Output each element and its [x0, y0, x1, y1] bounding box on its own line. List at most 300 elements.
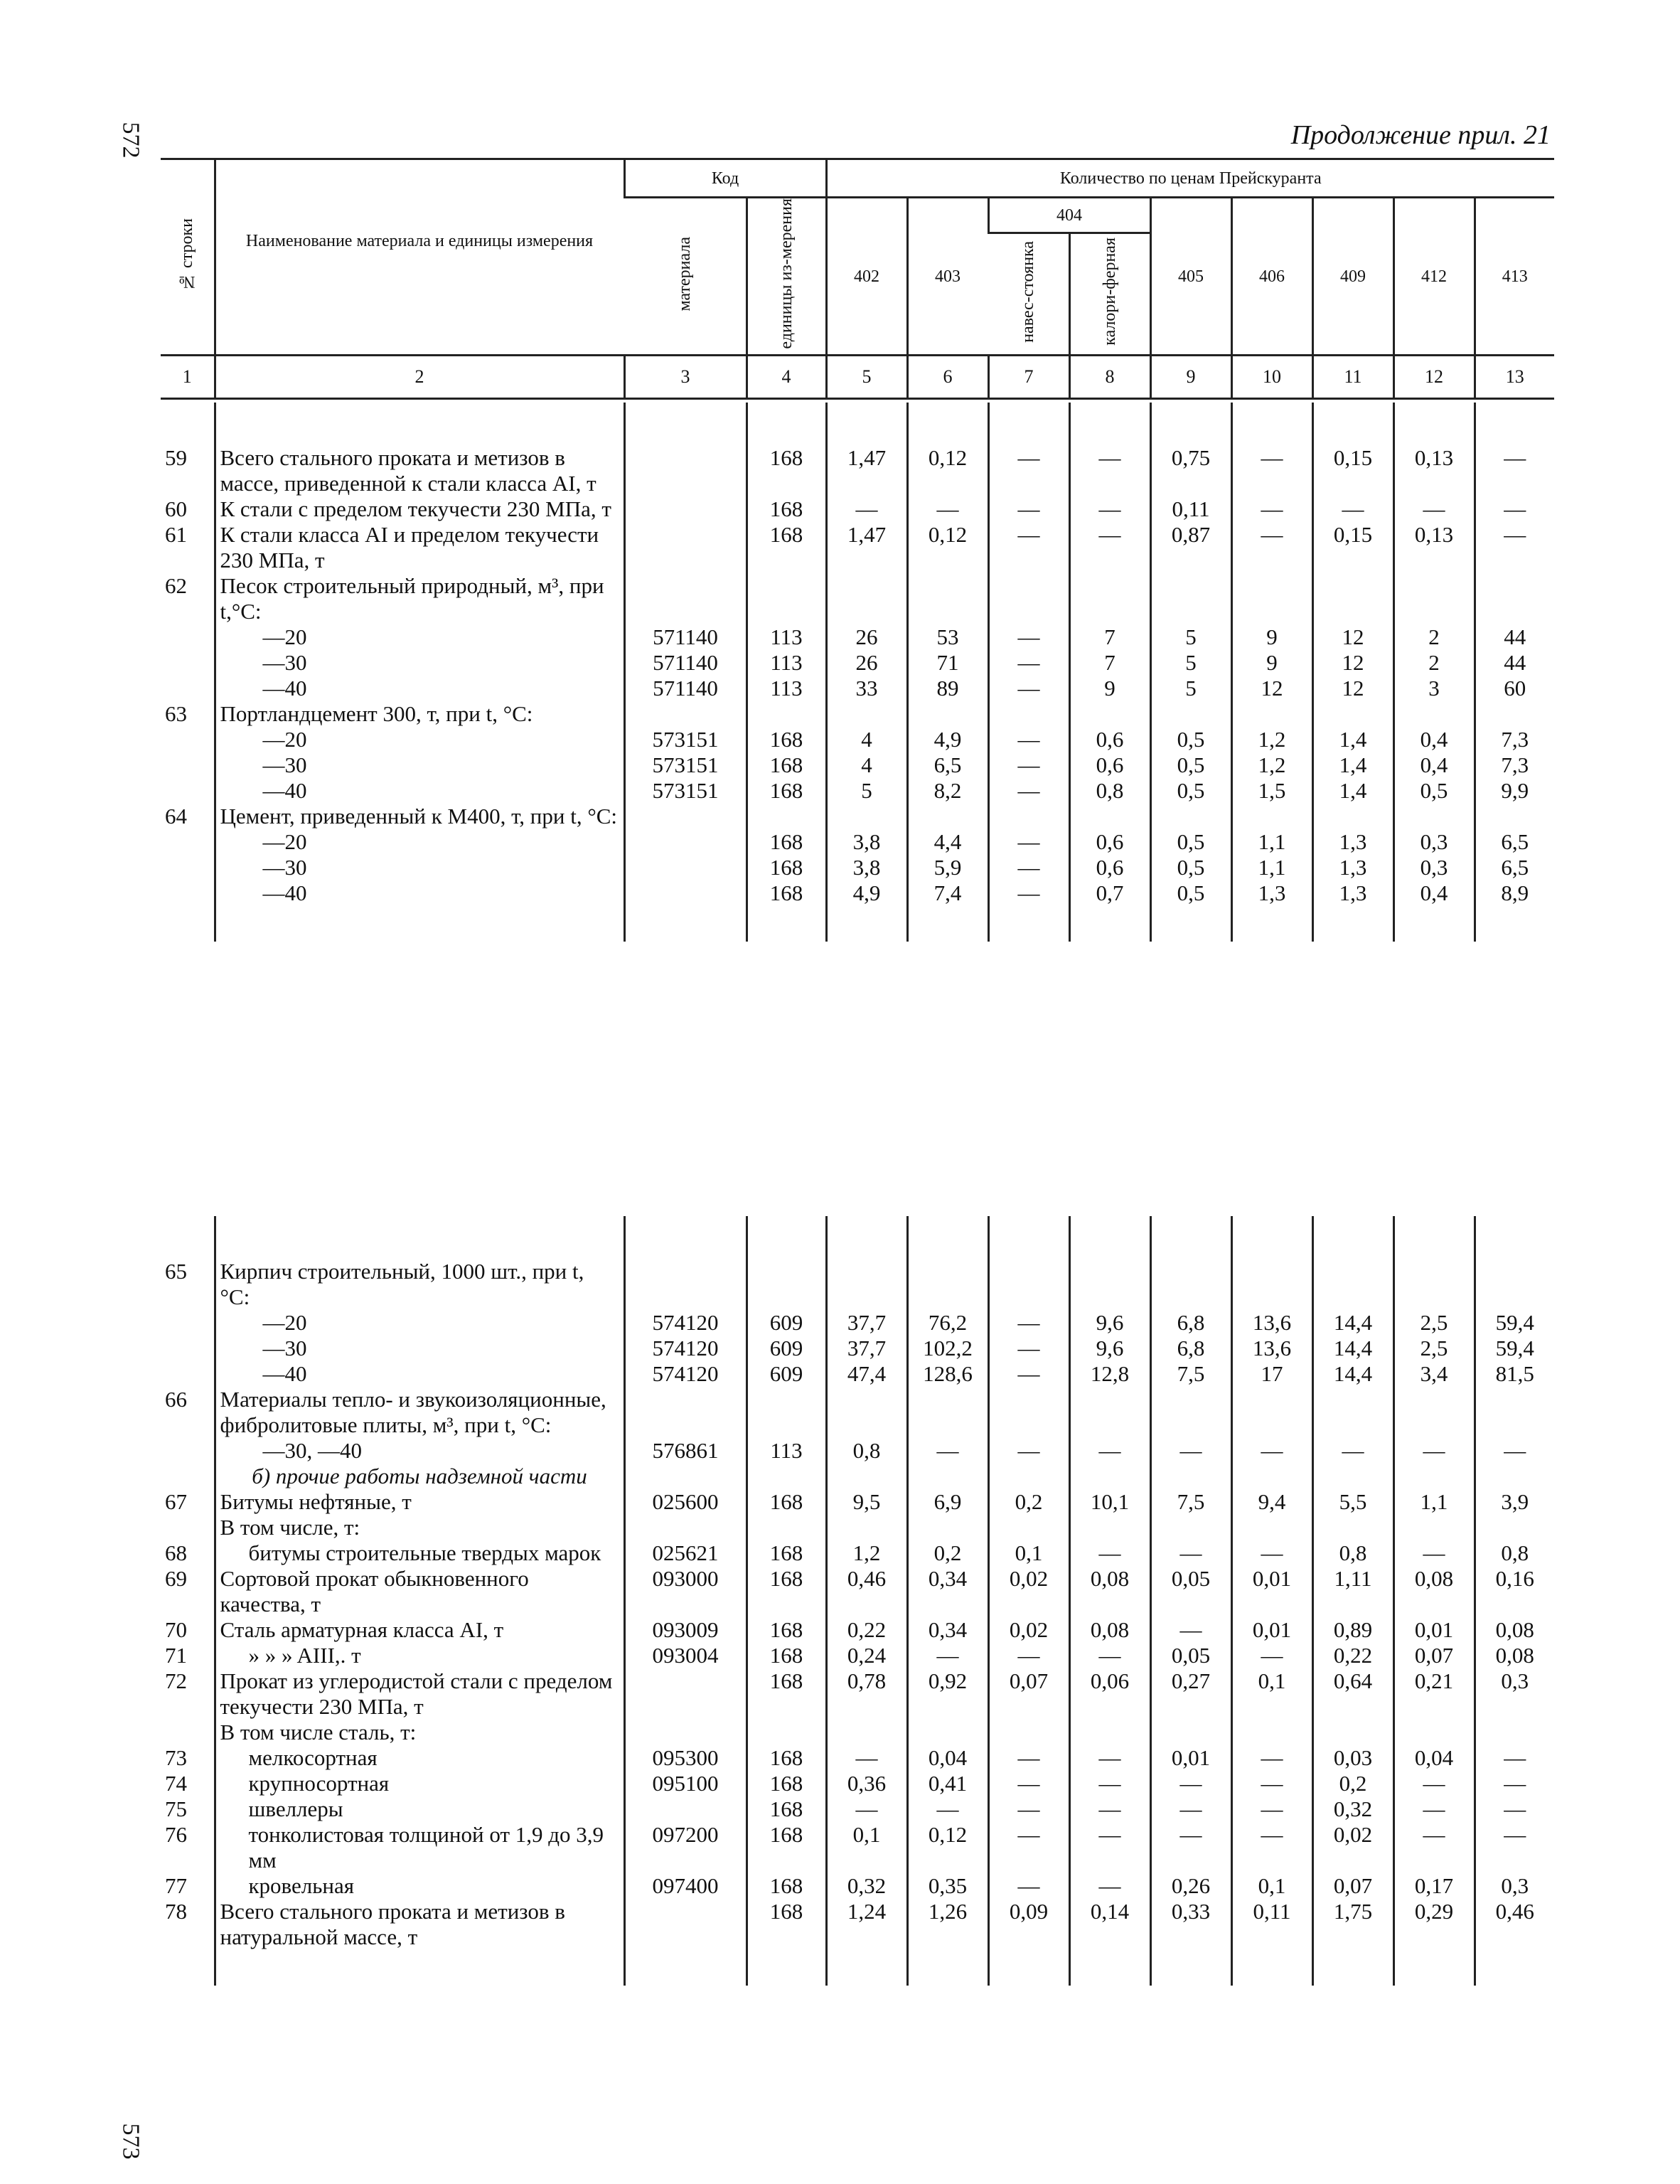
material-code: 571140	[624, 650, 747, 676]
material-name	[215, 727, 624, 752]
column-number: 2	[215, 356, 624, 399]
unit-code: 168	[747, 855, 826, 880]
quantity-cell	[1150, 1387, 1231, 1438]
quantity-cell: —	[1231, 496, 1312, 522]
row-number: 71	[165, 1643, 187, 1668]
header-406: 406	[1231, 198, 1312, 356]
material-name-text: Цемент, приведенный к М400, т, при t, °С:	[220, 804, 618, 829]
unit-code: 168	[747, 727, 826, 752]
quantity-cell: 9,6	[1069, 1336, 1150, 1361]
row-number	[161, 676, 215, 701]
table-row	[161, 573, 1554, 624]
material-name-text: кровельная	[248, 1873, 354, 1898]
quantity-cell: 0,15	[1312, 445, 1393, 496]
quantity-cell: 0,17	[1393, 1873, 1475, 1899]
material-name-text: » » » AIII,. т	[248, 1643, 361, 1668]
quantity-cell: 37,7	[826, 1310, 907, 1336]
quantity-cell	[988, 1387, 1069, 1438]
quantity-cell	[1231, 1720, 1312, 1745]
unit-code: 168	[747, 1566, 826, 1617]
material-name-text: б) прочие работы надземной части	[252, 1464, 587, 1488]
material-code: 025600	[624, 1489, 747, 1515]
quantity-cell: —	[988, 676, 1069, 701]
column-number: 13	[1475, 356, 1554, 399]
row-number	[161, 650, 215, 676]
header-code-material: материала	[624, 198, 747, 356]
table-row	[161, 1464, 1554, 1489]
quantity-cell: 0,05	[1150, 1643, 1231, 1668]
quantity-cell	[1069, 573, 1150, 624]
material-name	[215, 752, 624, 778]
unit-code: 168	[747, 1489, 826, 1515]
material-name	[215, 1771, 624, 1796]
quantity-cell: 0,01	[1150, 1745, 1231, 1771]
quantity-cell	[1231, 804, 1312, 829]
unit-code: 609	[747, 1336, 826, 1361]
material-code: 093000	[624, 1566, 747, 1617]
material-code: 576861	[624, 1438, 747, 1464]
quantity-cell: 81,5	[1475, 1361, 1554, 1387]
quantity-cell: 12	[1231, 676, 1312, 701]
quantity-cell: 44	[1475, 650, 1554, 676]
quantity-cell	[1069, 1720, 1150, 1745]
table-row	[161, 1387, 1554, 1438]
quantity-cell	[1069, 1464, 1150, 1489]
row-number: 61	[165, 522, 187, 547]
material-name-text: —20	[262, 624, 307, 649]
quantity-cell	[1312, 1720, 1393, 1745]
material-name	[215, 855, 624, 880]
material-code	[624, 1464, 747, 1489]
quantity-cell: —	[988, 1822, 1069, 1873]
quantity-cell: —	[988, 650, 1069, 676]
material-name	[215, 1822, 624, 1873]
row-number	[161, 829, 215, 855]
quantity-cell: 10,1	[1069, 1489, 1150, 1515]
material-name-text: —30	[262, 650, 307, 675]
row-number: 75	[165, 1796, 187, 1821]
row-number: 69	[165, 1566, 187, 1591]
quantity-cell: 0,5	[1150, 752, 1231, 778]
row-number	[161, 1336, 215, 1361]
quantity-cell: 0,6	[1069, 752, 1150, 778]
quantity-cell: —	[1069, 1873, 1150, 1899]
quantity-cell: —	[1393, 1771, 1475, 1796]
material-name-text: К стали класса AI и пределом текучести 230 МПа, т	[220, 522, 599, 572]
unit-code: 168	[747, 752, 826, 778]
column-number: 7	[988, 356, 1069, 399]
quantity-cell: 7,5	[1150, 1489, 1231, 1515]
quantity-cell: —	[907, 1438, 988, 1464]
quantity-cell	[988, 1515, 1069, 1540]
unit-code	[747, 573, 826, 624]
material-name	[215, 624, 624, 650]
quantity-cell: 76,2	[907, 1310, 988, 1336]
material-name-text: Сортовой прокат обыкновенного качества, т	[220, 1566, 529, 1616]
quantity-cell	[1069, 804, 1150, 829]
quantity-cell: 3,8	[826, 855, 907, 880]
material-name	[215, 1617, 624, 1643]
table-row	[161, 1873, 1554, 1899]
table-row	[161, 1822, 1554, 1873]
material-name-text: В том числе, т:	[220, 1515, 360, 1540]
row-number: 64	[165, 804, 187, 829]
quantity-cell: 1,1	[1231, 855, 1312, 880]
unit-code	[747, 1387, 826, 1438]
quantity-cell: 0,24	[826, 1643, 907, 1668]
table-row	[161, 1643, 1554, 1668]
material-code: 571140	[624, 624, 747, 650]
table-row	[161, 880, 1554, 906]
quantity-cell: 0,87	[1150, 522, 1231, 573]
material-name-text: В том числе сталь, т:	[220, 1720, 417, 1744]
quantity-cell: 53	[907, 624, 988, 650]
header-404-calorifer: калори-ферная	[1069, 233, 1150, 356]
table-row	[161, 445, 1554, 496]
unit-code: 168	[747, 496, 826, 522]
row-number	[161, 752, 215, 778]
quantity-cell	[907, 1387, 988, 1438]
quantity-cell: 14,4	[1312, 1310, 1393, 1336]
material-code: 571140	[624, 676, 747, 701]
column-number: 3	[624, 356, 747, 399]
header-code-unit: единицы из-мерения	[747, 198, 826, 356]
unit-code: 609	[747, 1361, 826, 1387]
quantity-cell: 0,22	[826, 1617, 907, 1643]
quantity-cell: —	[1393, 1438, 1475, 1464]
quantity-cell: 1,2	[1231, 727, 1312, 752]
quantity-cell	[988, 573, 1069, 624]
material-code	[624, 1796, 747, 1822]
material-code: 573151	[624, 778, 747, 804]
header-404-canopy: навес-стоянка	[988, 233, 1069, 356]
table-body-bottom	[161, 1216, 1554, 1986]
quantity-cell: 6,5	[907, 752, 988, 778]
quantity-cell	[826, 1515, 907, 1540]
quantity-cell: 0,4	[1393, 752, 1475, 778]
quantity-cell: —	[1393, 1796, 1475, 1822]
column-number: 9	[1150, 356, 1231, 399]
quantity-cell	[1231, 1515, 1312, 1540]
row-number	[161, 855, 215, 880]
material-code	[624, 1668, 747, 1720]
quantity-cell	[1231, 1259, 1312, 1310]
material-code	[624, 1387, 747, 1438]
quantity-cell: 0,09	[988, 1899, 1069, 1950]
quantity-cell: 2,5	[1393, 1336, 1475, 1361]
quantity-cell: 4	[826, 727, 907, 752]
quantity-cell	[1312, 1387, 1393, 1438]
quantity-cell: 0,07	[1393, 1643, 1475, 1668]
table-row	[161, 701, 1554, 727]
material-name	[215, 880, 624, 906]
quantity-cell: 2	[1393, 650, 1475, 676]
material-name-text: —30	[262, 752, 307, 777]
quantity-cell: 0,6	[1069, 727, 1150, 752]
quantity-cell: 3,4	[1393, 1361, 1475, 1387]
quantity-cell: 5	[1150, 676, 1231, 701]
quantity-cell: 5	[826, 778, 907, 804]
material-name-text: —20	[262, 727, 307, 752]
row-number: 62	[165, 573, 187, 598]
quantity-cell: 7,3	[1475, 727, 1554, 752]
quantity-cell: 9,5	[826, 1489, 907, 1515]
quantity-cell: —	[1231, 1643, 1312, 1668]
quantity-cell	[826, 701, 907, 727]
quantity-cell: —	[988, 855, 1069, 880]
quantity-cell: 71	[907, 650, 988, 676]
quantity-cell: 0,08	[1475, 1617, 1554, 1643]
quantity-cell: 1,5	[1231, 778, 1312, 804]
material-name	[215, 1489, 624, 1515]
table-row	[161, 1796, 1554, 1822]
quantity-cell	[1312, 1259, 1393, 1310]
column-number: 6	[907, 356, 988, 399]
quantity-cell: 6,9	[907, 1489, 988, 1515]
quantity-cell	[1150, 1720, 1231, 1745]
quantity-cell: —	[988, 1771, 1069, 1796]
quantity-cell: 0,07	[988, 1668, 1069, 1720]
material-name	[215, 1566, 624, 1617]
material-name-text: Битумы нефтяные, т	[220, 1489, 412, 1514]
material-name-text: —40	[262, 778, 307, 803]
material-name	[215, 1336, 624, 1361]
quantity-cell	[1393, 1720, 1475, 1745]
material-code: 093004	[624, 1643, 747, 1668]
quantity-cell	[826, 1259, 907, 1310]
quantity-cell: —	[988, 1873, 1069, 1899]
quantity-cell	[1150, 1464, 1231, 1489]
quantity-cell: 0,22	[1312, 1643, 1393, 1668]
unit-code: 168	[747, 1899, 826, 1950]
quantity-cell: —	[1393, 1822, 1475, 1873]
quantity-cell: —	[988, 496, 1069, 522]
quantity-cell: 1,2	[826, 1540, 907, 1566]
table-row	[161, 650, 1554, 676]
row-number	[161, 1361, 215, 1387]
quantity-cell: —	[1231, 1771, 1312, 1796]
table-row	[161, 1438, 1554, 1464]
quantity-cell: —	[1231, 1822, 1312, 1873]
quantity-cell: 6,8	[1150, 1310, 1231, 1336]
quantity-cell	[1393, 573, 1475, 624]
quantity-cell: 0,01	[1231, 1617, 1312, 1643]
row-number: 68	[165, 1540, 187, 1565]
quantity-cell: —	[1150, 1617, 1231, 1643]
material-code: 573151	[624, 727, 747, 752]
material-name	[215, 1259, 624, 1310]
quantity-cell: —	[1475, 1438, 1554, 1464]
quantity-cell	[1475, 1387, 1554, 1438]
material-code: 025621	[624, 1540, 747, 1566]
material-name-text: Песок строительный природный, м³, при t,°С:	[220, 573, 604, 624]
quantity-cell: —	[1069, 522, 1150, 573]
quantity-cell: —	[988, 752, 1069, 778]
column-number: 12	[1393, 356, 1475, 399]
quantity-cell	[1393, 1387, 1475, 1438]
quantity-cell: 0,5	[1150, 855, 1231, 880]
header-405: 405	[1150, 198, 1231, 356]
quantity-cell: —	[1150, 1540, 1231, 1566]
quantity-cell	[907, 701, 988, 727]
quantity-cell: 0,6	[1069, 829, 1150, 855]
quantity-cell: 0,5	[1150, 778, 1231, 804]
row-number	[161, 1310, 215, 1336]
material-name-text: крупносортная	[248, 1771, 390, 1796]
quantity-cell: 1,11	[1312, 1566, 1393, 1617]
quantity-cell: 0,12	[907, 1822, 988, 1873]
row-number	[161, 778, 215, 804]
quantity-cell: 102,2	[907, 1336, 988, 1361]
material-name-text: —30	[262, 1336, 307, 1360]
quantity-cell: 0,21	[1393, 1668, 1475, 1720]
quantity-cell	[826, 1464, 907, 1489]
quantity-cell: 2	[1393, 624, 1475, 650]
row-number	[161, 727, 215, 752]
quantity-cell	[1231, 1387, 1312, 1438]
quantity-cell: 0,92	[907, 1668, 988, 1720]
material-code	[624, 804, 747, 829]
quantity-cell: 1,1	[1231, 829, 1312, 855]
quantity-cell: 0,15	[1312, 522, 1393, 573]
quantity-cell: —	[1312, 1438, 1393, 1464]
quantity-cell: 14,4	[1312, 1336, 1393, 1361]
table-row	[161, 1745, 1554, 1771]
quantity-cell: 5,5	[1312, 1489, 1393, 1515]
quantity-cell	[988, 804, 1069, 829]
quantity-cell: 0,41	[907, 1771, 988, 1796]
quantity-cell: —	[988, 624, 1069, 650]
quantity-cell: 9,6	[1069, 1310, 1150, 1336]
quantity-cell	[1312, 701, 1393, 727]
material-name-text: швеллеры	[248, 1796, 343, 1821]
material-name	[215, 1899, 624, 1950]
material-name-text: —30, —40	[262, 1438, 362, 1463]
table-row	[161, 1771, 1554, 1796]
quantity-cell: 1,2	[1231, 752, 1312, 778]
quantity-cell: —	[1475, 445, 1554, 496]
material-name	[215, 1515, 624, 1540]
quantity-cell: —	[1069, 445, 1150, 496]
unit-code: 609	[747, 1310, 826, 1336]
quantity-cell	[988, 1720, 1069, 1745]
quantity-cell: 0,6	[1069, 855, 1150, 880]
quantity-cell: —	[1069, 1540, 1150, 1566]
quantity-cell: 0,3	[1393, 829, 1475, 855]
material-name-text: К стали с пределом текучести 230 МПа, т	[220, 496, 611, 521]
table-row	[161, 855, 1554, 880]
material-code	[624, 445, 747, 496]
material-name-text: Материалы тепло- и звукоизоляционные, фибролитовые плиты, м³, при t, °С:	[220, 1387, 606, 1437]
quantity-cell: 0,33	[1150, 1899, 1231, 1950]
unit-code: 113	[747, 676, 826, 701]
row-number: 67	[165, 1489, 187, 1514]
quantity-cell: 0,14	[1069, 1899, 1150, 1950]
quantity-cell: 8,9	[1475, 880, 1554, 906]
quantity-cell	[1393, 701, 1475, 727]
material-name-text: Всего стального проката и метизов в натуральной массе, т	[220, 1899, 565, 1949]
quantity-cell	[988, 701, 1069, 727]
material-name	[215, 1438, 624, 1464]
quantity-cell: 0,3	[1475, 1873, 1554, 1899]
quantity-cell: —	[1475, 1771, 1554, 1796]
quantity-cell	[826, 1720, 907, 1745]
material-name-text: —30	[262, 855, 307, 880]
column-number: 10	[1231, 356, 1312, 399]
quantity-cell: 0,01	[1231, 1566, 1312, 1617]
quantity-cell	[1393, 1515, 1475, 1540]
quantity-cell	[1312, 1515, 1393, 1540]
quantity-cell: —	[1069, 1745, 1150, 1771]
column-number: 11	[1312, 356, 1393, 399]
quantity-cell: 9	[1231, 624, 1312, 650]
quantity-cell: 1,3	[1312, 880, 1393, 906]
quantity-cell: 5	[1150, 624, 1231, 650]
quantity-cell	[1475, 1515, 1554, 1540]
quantity-cell: —	[1069, 1438, 1150, 1464]
material-name-text: —20	[262, 1310, 307, 1335]
quantity-cell: —	[988, 1643, 1069, 1668]
material-code: 095100	[624, 1771, 747, 1796]
material-code: 574120	[624, 1336, 747, 1361]
table-row	[161, 1540, 1554, 1566]
unit-code: 168	[747, 1668, 826, 1720]
quantity-cell	[826, 573, 907, 624]
quantity-cell: 3,8	[826, 829, 907, 855]
material-name	[215, 522, 624, 573]
table-row	[161, 752, 1554, 778]
material-name	[215, 1540, 624, 1566]
unit-code	[747, 701, 826, 727]
quantity-cell: 37,7	[826, 1336, 907, 1361]
quantity-cell: —	[1231, 445, 1312, 496]
quantity-cell: 0,2	[907, 1540, 988, 1566]
quantity-cell: —	[1069, 1643, 1150, 1668]
header-412: 412	[1393, 198, 1475, 356]
header-row-number: № строки	[161, 159, 215, 356]
row-number: 77	[165, 1873, 187, 1898]
material-name-text: Прокат из углеродистой стали с пределом текучести 230 МПа, т	[220, 1668, 613, 1719]
table-row	[161, 1489, 1554, 1515]
unit-code: 168	[747, 1771, 826, 1796]
unit-code: 168	[747, 1822, 826, 1873]
quantity-cell: 7,4	[907, 880, 988, 906]
quantity-cell	[1475, 1720, 1554, 1745]
row-number: 66	[165, 1387, 187, 1412]
table-row	[161, 829, 1554, 855]
table-row	[161, 624, 1554, 650]
table-row	[161, 1259, 1554, 1310]
quantity-cell: 0,5	[1393, 778, 1475, 804]
material-name-text: Кирпич строительный, 1000 шт., при t, °С:	[220, 1259, 584, 1309]
table-row	[161, 1361, 1554, 1387]
quantity-cell: —	[1475, 1822, 1554, 1873]
quantity-cell: —	[1475, 496, 1554, 522]
quantity-cell: 0,46	[1475, 1899, 1554, 1950]
quantity-cell: 0,3	[1393, 855, 1475, 880]
quantity-cell: 0,5	[1150, 880, 1231, 906]
quantity-cell	[1475, 701, 1554, 727]
material-name	[215, 778, 624, 804]
table-row	[161, 676, 1554, 701]
unit-code: 168	[747, 829, 826, 855]
quantity-cell: 0,08	[1393, 1566, 1475, 1617]
table-row	[161, 804, 1554, 829]
unit-code	[747, 1464, 826, 1489]
page-number-top: 572	[117, 122, 144, 159]
table-row	[161, 1617, 1554, 1643]
unit-code: 113	[747, 1438, 826, 1464]
